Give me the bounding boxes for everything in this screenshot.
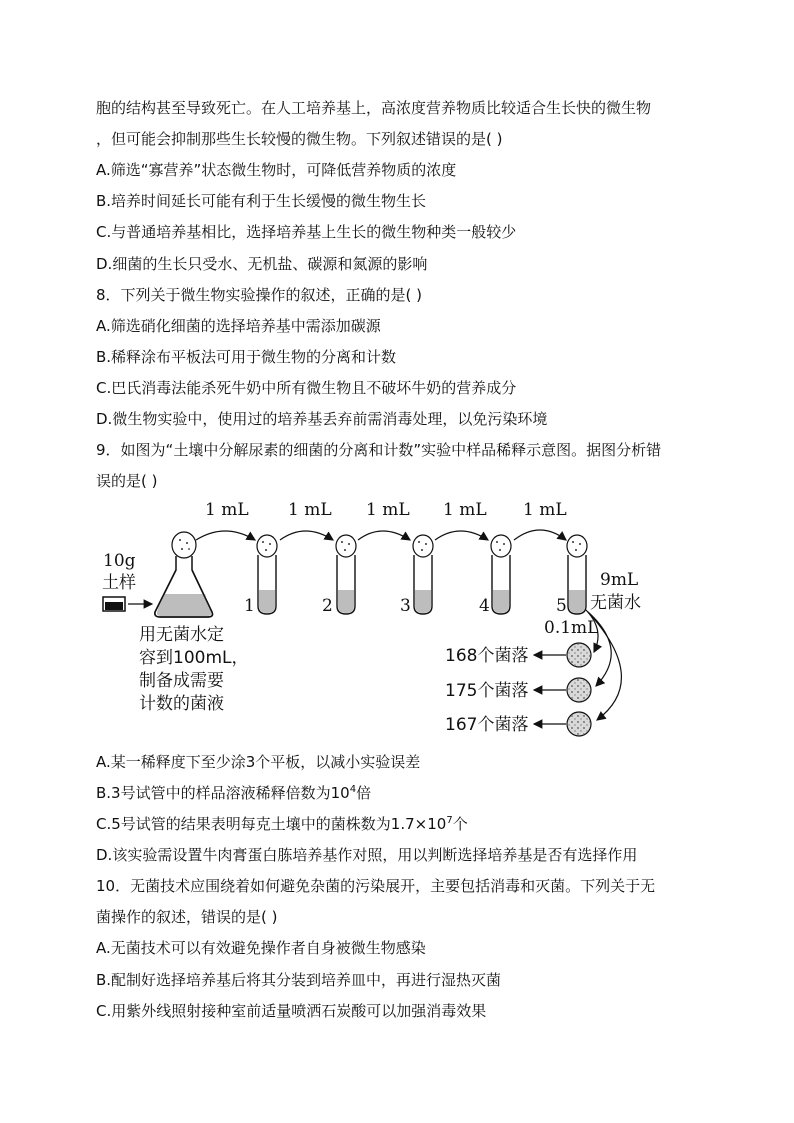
transfer-label: 1 mL [523, 500, 567, 520]
soil-container [103, 597, 125, 611]
transfer-arrows [196, 530, 566, 540]
question-10: 10．无菌技术应围绕着如何避免杂菌的污染展开，主要包括消毒和灭菌。下列关于无 [96, 877, 656, 895]
petri-dish-3 [567, 712, 591, 736]
option-c: C.与普通培养基相比，选择培养基上生长的微生物种类一般较少 [96, 223, 517, 241]
option-b: B.稀释涂布平板法可用于微生物的分离和计数 [96, 348, 397, 366]
option-c-suffix: 个 [452, 815, 468, 833]
option-a: A.某一稀释度下至少涂3个平板，以减小实验误差 [96, 753, 421, 771]
question-9: 9．如图为“土壤中分解尿素的细菌的分离和计数”实验中样品稀释示意图。据图分析错 [96, 441, 662, 459]
soil-label: 土样 [102, 573, 136, 593]
flask-note: 计数的菌液 [139, 694, 224, 714]
test-tube-5 [567, 535, 587, 614]
transfer-label: 1 mL [205, 500, 249, 520]
option-b: B.培养时间延长可能有利于生长缓慢的微生物生长 [96, 192, 427, 210]
flask-note: 用无菌水定 [139, 625, 224, 645]
transfer-label: 1 mL [443, 500, 487, 520]
cotton-plug [172, 532, 196, 558]
text-line: ，但可能会抑制那些生长较慢的微生物。下列叙述错误的是( ) [96, 130, 503, 148]
option-d: D.该实验需设置牛肉膏蛋白胨培养基作对照，用以判断选择培养基是否有选择作用 [96, 846, 638, 864]
tube-number: 5 [556, 596, 567, 616]
water-volume: 9mL [600, 570, 639, 590]
test-tube-2 [336, 535, 356, 614]
option-d: D.微生物实验中，使用过的培养基丢弃前需消毒处理，以免污染环境 [96, 410, 548, 428]
colony-count: 175个菌落 [445, 681, 529, 701]
test-tube-3 [413, 535, 433, 614]
option-a: A.筛选硝化细菌的选择培养基中需添加碳源 [96, 317, 381, 335]
option-c: C.用紫外线照射接种室前适量喷洒石炭酸可以加强消毒效果 [96, 1002, 487, 1020]
flask-note: 容到100mL， [139, 648, 249, 668]
option-c [96, 814, 468, 834]
plating-volume: 0.1mL [544, 618, 599, 638]
transfer-label: 1 mL [288, 500, 332, 520]
test-tube-4 [491, 535, 511, 614]
exponent: 4 [349, 784, 357, 795]
tube-number: 2 [322, 596, 333, 616]
option-a: A.筛选“寡营养”状态微生物时，可降低营养物质的浓度 [96, 161, 457, 179]
option-c-text: C.5号试管的结果表明每克土壤中的菌株数为1.7×10 [96, 815, 447, 833]
text-line: 误的是( ) [96, 472, 158, 490]
option-c: C.巴氏消毒法能杀死牛奶中所有微生物且不破坏牛奶的营养成分 [96, 379, 517, 397]
tube-number: 3 [400, 596, 411, 616]
flask-note: 制备成需要 [139, 671, 224, 691]
option-b [96, 783, 371, 803]
flask [155, 532, 213, 617]
option-b-text: B.3号试管中的样品溶液稀释倍数为10 [96, 784, 350, 802]
transfer-label: 1 mL [366, 500, 410, 520]
petri-dish-2 [567, 678, 591, 702]
text-line: 胞的结构甚至导致死亡。在人工培养基上，高浓度营养物质比较适合生长快的微生物 [96, 99, 652, 117]
tube-number: 4 [479, 596, 490, 616]
option-b: B.配制好选择培养基后将其分装到培养皿中，再进行湿热灭菌 [96, 971, 502, 989]
text-line: 菌操作的叙述，错误的是( ) [96, 908, 278, 926]
exponent: 7 [446, 815, 453, 826]
soil-mass: 10g [103, 551, 136, 571]
question-8: 8．下列关于微生物实验操作的叙述，正确的是( ) [96, 286, 423, 304]
water-label: 无菌水 [590, 593, 641, 613]
colony-count: 168个菌落 [445, 646, 529, 666]
test-tube-1 [257, 535, 277, 614]
option-d: D.细菌的生长只受水、无机盐、碳源和氮源的影响 [96, 255, 428, 273]
option-a: A.无菌技术可以有效避免操作者自身被微生物感染 [96, 939, 426, 957]
colony-arrows [534, 655, 566, 724]
colony-count: 167个菌落 [445, 715, 529, 735]
tube-number: 1 [244, 596, 255, 616]
option-b-suffix: 倍 [356, 784, 372, 802]
petri-dish-1 [567, 643, 591, 667]
